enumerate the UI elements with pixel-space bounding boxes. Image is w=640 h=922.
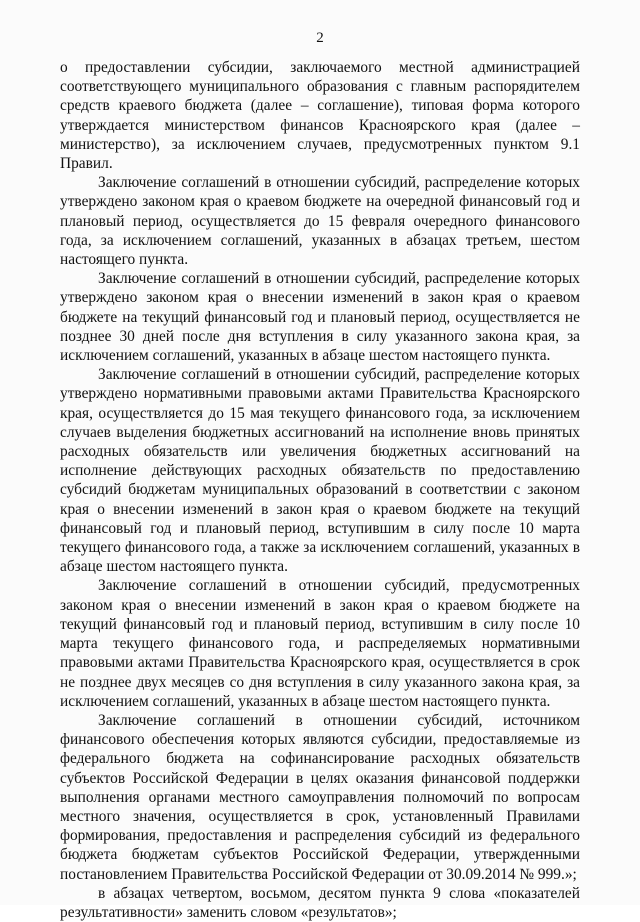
paragraph: Заключение соглашений в отношении субсидий, источником финансового обеспечения которых являются субсидии, предоставляемые из федерального бюджета на софинансирование расходных обязательств субъектов Российской Федерации в целях оказания финансовой поддержки выполнения органами местного самоуправления полномочий по вопросам местного значения, осуществляется в срок, установленный Правилами формирования, предоставления и распределения субсидий из федерального бюджета бюджетам субъектов Российской Федерации, утвержденными постановлением Правительства Российской Федерации от 30.09.2014 № 999.»;	[60, 711, 580, 883]
page-number: 2	[316, 30, 324, 46]
paragraph: Заключение соглашений в отношении субсидий, распределение которых утверждено законом края о краевом бюджете на очередной финансовый год и плановый период, осуществляется до 15 февраля очередного финансового года, за исключением соглашений, указанных в абзацах третьем, шестом настоящего пункта.	[60, 174, 580, 269]
paragraph: Заключение соглашений в отношении субсидий, распределение которых утверждено нормативными правовыми актами Правительства Красноярского края, осуществляется до 15 мая текущего финансового года, за исключением случаев выделения бюджетных ассигнований на исполнение вновь принятых расходных обязательств или увеличения бюджетных ассигнований на исполнение действующих расходных обязательств по предоставлению субсидий бюджетам муниципальных образований в соответствии с законом края о внесении изменений в закон края о краевом бюджете на текущий финансовый год и плановый период, вступившим в силу после 10 марта текущего финансового года, а также за исключением соглашений, указанных в абзаце шестом настоящего пункта.	[60, 366, 580, 576]
paragraph: в абзацах четвертом, восьмом, десятом пункта 9 слова «показателей результативности» заменить словом «результатов»;	[60, 884, 580, 921]
paragraph: о предоставлении субсидии, заключаемого местной администрацией соответствующего муниципального образования с главным распорядителем средств краевого бюджета (далее – соглашение), типовая форма которого утверждается министерством финансов Красноярского края (далее – министерство), за исключением случаев, предусмотренных пунктом 9.1 Правил.	[60, 59, 580, 173]
paragraph: Заключение соглашений в отношении субсидий, распределение которых утверждено законом края о внесении изменений в закон края о краевом бюджете на текущий финансовый год и плановый период, осуществляется не позднее 30 дней после дня вступления в силу указанного закона края, за исключением соглашений, указанных в абзаце шестом настоящего пункта.	[60, 270, 580, 365]
paragraph: Заключение соглашений в отношении субсидий, предусмотренных законом края о внесении изменений в закон края о краевом бюджете на текущий финансовый год и плановый период, вступившим в силу после 10 марта текущего финансового года, и распределяемых нормативными правовыми актами Правительства Красноярского края, осуществляется в срок не позднее двух месяцев со дня вступления в силу указанного закона края, за исключением соглашений, указанных в абзаце шестом настоящего пункта.	[60, 577, 580, 710]
document-body	[60, 58, 580, 922]
